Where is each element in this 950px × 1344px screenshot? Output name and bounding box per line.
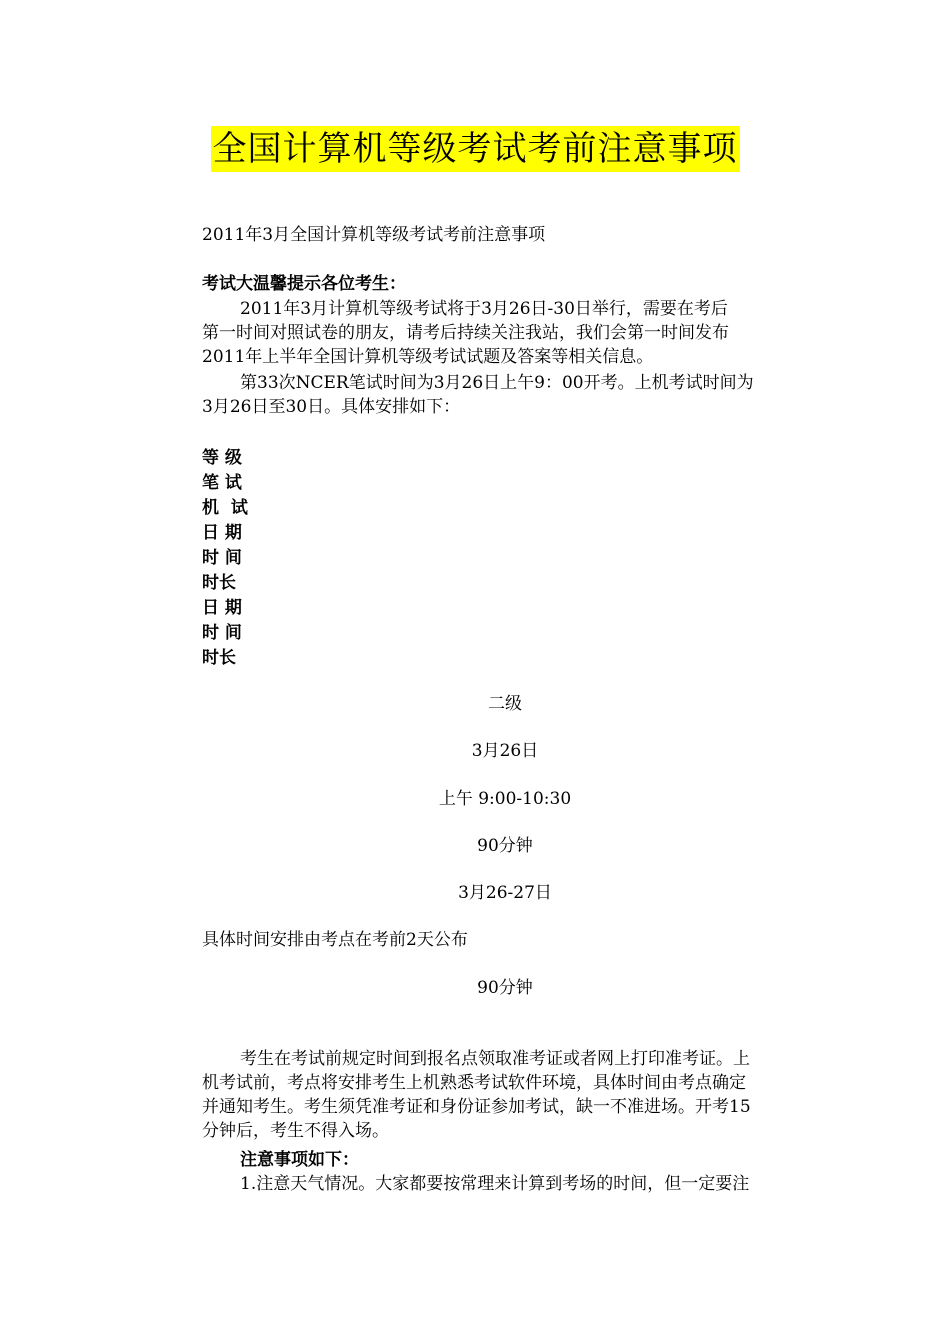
table-value-machine-date: 3月26-27日 xyxy=(458,883,552,903)
table-value-written-date: 3月26日 xyxy=(471,741,539,761)
notice-line: 分钟后，考生不得入场。 xyxy=(202,1121,389,1141)
table-label: 笔 试 xyxy=(202,473,242,493)
table-label: 日 期 xyxy=(202,598,242,618)
table-label: 时 间 xyxy=(202,548,242,568)
table-value-machine-duration: 90分钟 xyxy=(477,978,533,998)
title-container xyxy=(0,126,950,172)
notes-heading: 注意事项如下： xyxy=(240,1150,359,1170)
table-value-written-time: 上午 9:00-10:30 xyxy=(438,789,572,809)
intro-line: 第一时间对照试卷的朋友，请考后持续关注我站，我们会第一时间发布 xyxy=(202,323,729,343)
schedule-line: 3月26日至30日。具体安排如下： xyxy=(202,397,461,417)
table-label: 日 期 xyxy=(202,523,242,543)
table-label: 时长 xyxy=(202,648,236,668)
table-labels xyxy=(202,446,248,671)
tip-heading: 考试大温馨提示各位考生： xyxy=(202,274,406,294)
notice-paragraph xyxy=(202,1047,812,1143)
schedule-line: 第33次NCER笔试时间为3月26日上午9：00开考。上机考试时间为 xyxy=(240,373,754,393)
document-title: 全国计算机等级考试考前注意事项 xyxy=(211,126,740,172)
table-label: 时长 xyxy=(202,573,236,593)
table-value-machine-time: 具体时间安排由考点在考前2天公布 xyxy=(202,930,468,950)
intro-paragraph xyxy=(202,297,812,369)
intro-line: 2011年上半年全国计算机等级考试试题及答案等相关信息。 xyxy=(202,347,654,367)
table-value-written-duration: 90分钟 xyxy=(477,836,533,856)
note-item: 1.注意天气情况。大家都要按常理来计算到考场的时间，但一定要注 xyxy=(240,1174,750,1194)
notice-line: 并通知考生。考生须凭准考证和身份证参加考试，缺一不准进场。开考15 xyxy=(202,1097,751,1117)
schedule-paragraph xyxy=(202,371,812,419)
notice-line: 考生在考试前规定时间到报名点领取准考证或者网上打印准考证。上 xyxy=(240,1049,750,1069)
table-value-level: 二级 xyxy=(488,694,522,714)
table-label: 等 级 xyxy=(202,448,242,468)
intro-line: 2011年3月计算机等级考试将于3月26日-30日举行，需要在考后 xyxy=(240,299,728,319)
table-label: 机 试 xyxy=(202,498,248,518)
notice-line: 机考试前，考点将安排考生上机熟悉考试软件环境，具体时间由考点确定 xyxy=(202,1073,746,1093)
table-label: 时 间 xyxy=(202,623,242,643)
document-subtitle: 2011年3月全国计算机等级考试考前注意事项 xyxy=(202,225,546,245)
